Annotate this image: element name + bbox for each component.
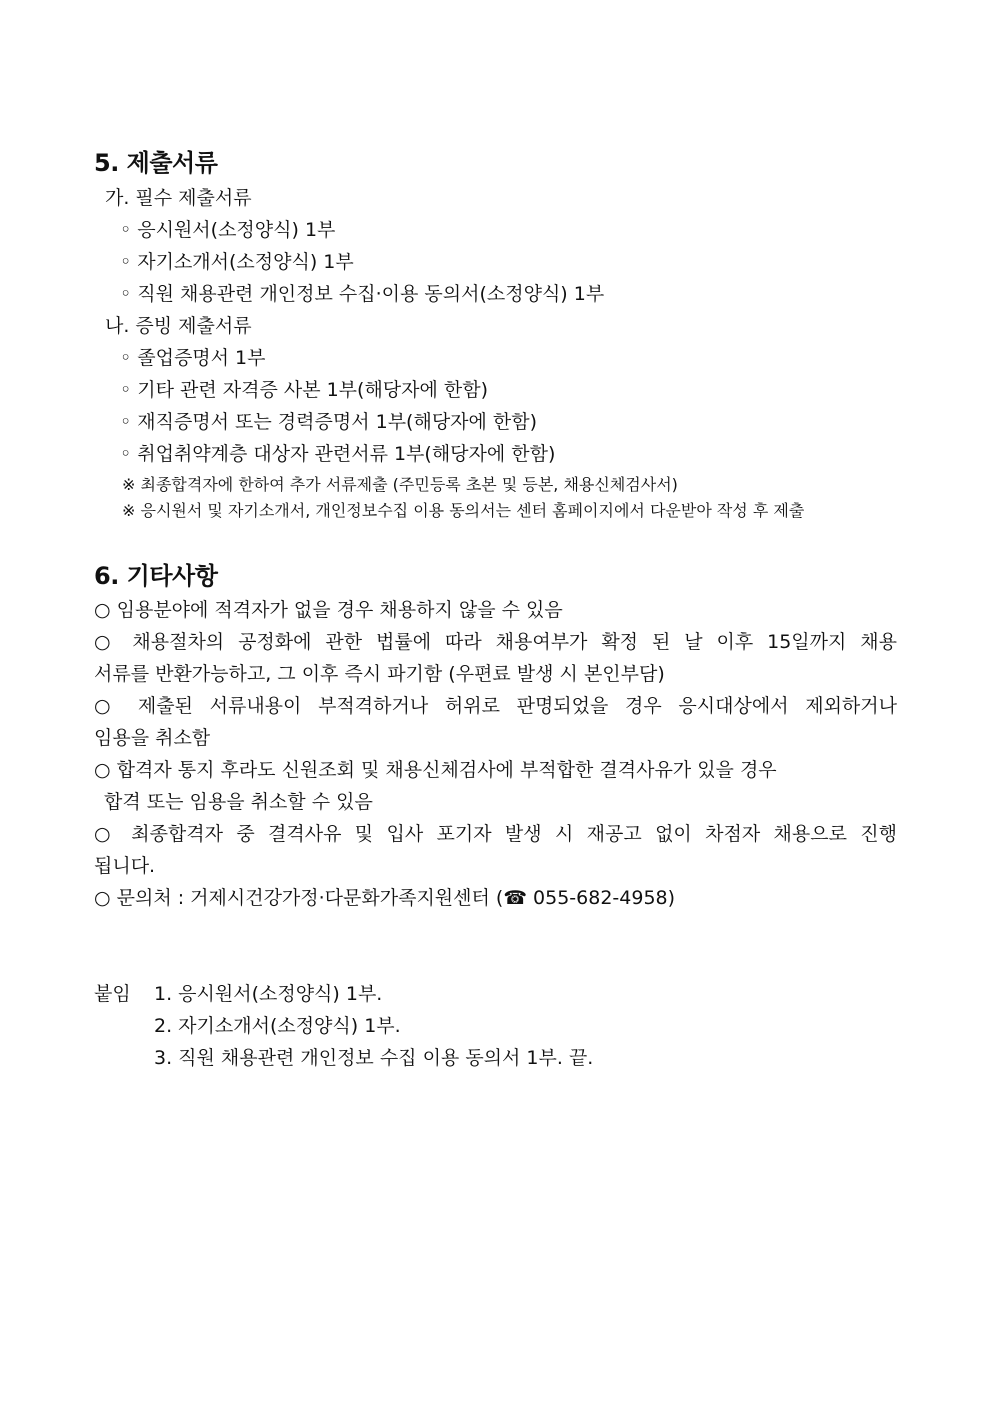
required-item-3: ◦ 직원 채용관련 개인정보 수집·이용 동의서(소정양식) 1부 [120,283,605,305]
attachment-item-3: 3. 직원 채용관련 개인정보 수집 이용 동의서 1부. 끝. [154,1047,594,1069]
required-item-2: ◦ 자기소개서(소정양식) 1부 [120,251,354,273]
required-item-1: ◦ 응시원서(소정양식) 1부 [120,219,336,241]
notice-line-9: 됩니다. [94,855,156,877]
notice-line-7: 합격 또는 임용을 취소할 수 있음 [104,791,373,813]
contact-line: ○ 문의처 : 거제시건강가정·다문화가족지원센터 (☎ 055-682-4958) [94,887,676,909]
attachment-item-1: 1. 응시원서(소정양식) 1부. [154,983,383,1005]
notice-line-4: ○ 제출된 서류내용이 부적격하거나 허위로 판명되었을 경우 응시대상에서 제외하거나 [94,695,897,717]
notice-line-6: ○ 합격자 통지 후라도 신원조회 및 채용신체검사에 부적합한 결격사유가 있을 경우 [94,759,777,781]
section-5-title: 5. 제출서류 [94,149,218,177]
proof-docs-heading: 나. 증빙 제출서류 [105,315,252,337]
notice-line-5: 임용을 취소함 [94,727,211,749]
notice-line-8: ○ 최종합격자 중 결격사유 및 입사 포기자 발생 시 재공고 없이 차점자 채용으로 진행 [94,823,897,845]
proof-item-2: ◦ 기타 관련 자격증 사본 1부(해당자에 한함) [120,379,489,401]
notice-line-2: ○ 채용절차의 공정화에 관한 법률에 따라 채용여부가 확정 된 날 이후 15일까지 채용 [94,631,897,653]
proof-item-4: ◦ 취업취약계층 대상자 관련서류 1부(해당자에 한함) [120,443,556,465]
required-docs-heading: 가. 필수 제출서류 [105,187,252,209]
attachment-item-2: 2. 자기소개서(소정양식) 1부. [154,1015,401,1037]
note-2: ※ 응시원서 및 자기소개서, 개인정보수집 이용 동의서는 센터 홈페이지에서 다운받아 작성 후 제출 [122,501,805,520]
attachments-label: 붙임 [94,983,131,1005]
proof-item-3: ◦ 재직증명서 또는 경력증명서 1부(해당자에 한함) [120,411,538,433]
note-1: ※ 최종합격자에 한하여 추가 서류제출 (주민등록 초본 및 등본, 채용신체검사서) [122,475,678,494]
section-6-title: 6. 기타사항 [94,562,218,590]
notice-line-3: 서류를 반환가능하고, 그 이후 즉시 파기함 (우편료 발생 시 본인부담) [94,663,665,685]
proof-item-1: ◦ 졸업증명서 1부 [120,347,266,369]
notice-line-1: ○ 임용분야에 적격자가 없을 경우 채용하지 않을 수 있음 [94,599,563,621]
